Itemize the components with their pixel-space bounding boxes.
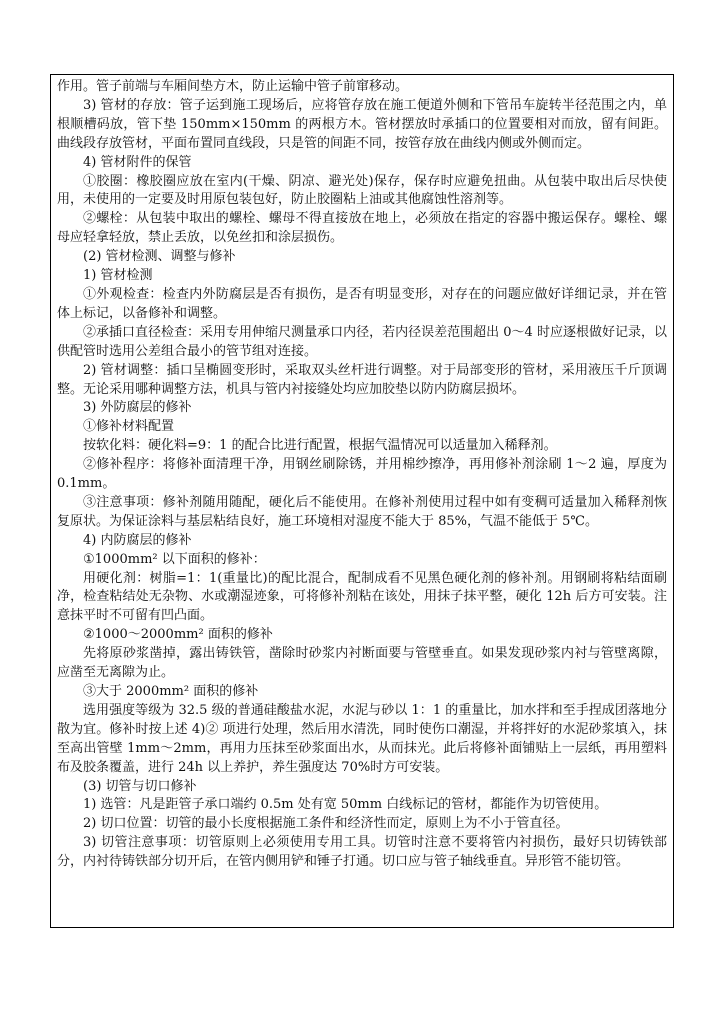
section-heading: (2) 管材检测、调整与修补 [83,249,236,265]
section-heading: ①1000mm² 以下面积的修补： [83,551,266,567]
paragraph: 选用强度等级为 32.5 级的普通硅酸盐水泥，水泥与砂以 1：1 的重量比，加水拌和至手捏成团落地分散为宜。修补时按上述 4)② 项进行处理，然后用水清洗，同时使伤口潮湿，并将拌好的水泥砂浆填入，抹至高出管壁 1mm～2mm，再用力压抹至砂浆面出水，从而抹光。此后将修补面铺贴上一层纸，再用塑料布及胶条覆盖，进行 24h 以上养护，养生强度达 70%时方可安装。 [57,702,667,775]
paragraph: 3) 切管注意事项：切管原则上必须使用专用工具。切管时注意不要将管内衬损伤，最好只切铸铁部分，内衬待铸铁部分切开后，在管内侧用铲和锤子打通。切口应与管子轴线垂直。异形管不能切管。 [57,835,667,870]
paragraph: 作用。管子前端与车厢间垫方木，防止运输中管子前窜移动。 [57,79,409,94]
paragraph: 2) 管材调整：插口呈椭圆变形时，采取双头丝杆进行调整。对于局部变形的管材，采用液压千斤顶调整。无论采用哪种调整方法，机具与管内衬接缝处均应加胶垫以防内防腐层损坏。 [57,362,667,397]
section-heading: 4) 管材附件的保管 [83,154,192,170]
section-heading: ①修补材料配置 [83,419,175,435]
paragraph: ②修补程序：将修补面清理干净，用钢丝刷除锈，并用棉纱擦净，再用修补剂涂刷 1～2 遍，厚度为 0.1mm。 [57,457,667,492]
paragraph: ②螺栓：从包装中取出的螺栓、螺母不得直接放在地上，必须放在指定的容器中搬运保存。螺栓、螺母应轻拿轻放，禁止丢放，以免丝扣和涂层损伤。 [57,211,667,246]
paragraph: ②承插口直径检查：采用专用伸缩尺测量承口内径，若内径误差范围超出 0～4 时应逐根做好记录，以供配管时选用公差组合最小的管节组对连接。 [57,324,667,359]
section-heading: (3) 切管与切口修补 [83,778,197,794]
paragraph: 先将原砂浆凿掉，露出铸铁管，凿除时砂浆内衬断面要与管壁垂直。如果发现砂浆内衬与管壁离隙，应凿至无离隙为止。 [57,646,667,681]
section-heading: 3) 外防腐层的修补 [83,400,192,416]
section-heading: ③大于 2000mm² 面积的修补 [83,684,259,699]
paragraph: 按软化料：硬化料=9：1 的配合比进行配置，根据气温情况可以适量加入稀释剂。 [83,438,557,454]
section-heading: ②1000～2000mm² 面积的修补 [83,627,273,643]
paragraph: ①胶圈：橡胶圈应放在室内(干燥、阴凉、避光处)保存，保存时应避免扭曲。从包装中取出后尽快使用，未使用的一定要及时用原包装包好，防止胶圈粘上油或其他腐蚀性溶剂等。 [57,173,667,208]
paragraph: ③注意事项：修补剂随用随配，硬化后不能使用。在修补剂使用过程中如有变稠可适量加入稀释剂恢复原状。为保证涂料与基层粘结良好，施工环境相对湿度不能大于 85%，气温不能低于 5℃。 [57,494,667,529]
paragraph: ①外观检查：检查内外防腐层是否有损伤，是否有明显变形，对存在的问题应做好详细记录，并在管体上标记，以备修补和调整。 [57,286,667,321]
section-heading: 4) 内防腐层的修补 [83,532,192,548]
document-content-box [50,74,674,928]
section-heading: 1) 管材检测 [83,268,153,284]
paragraph: 1) 选管：凡是距管子承口端约 0.5m 处有宽 50mm 白线标记的管材，都能作为切管使用。 [83,797,608,813]
paragraph: 3) 管材的存放：管子运到施工现场后，应将管存放在施工便道外侧和下管吊车旋转半径范围之内，单根顺槽码放，管下垫 150mm×150mm 的两根方木。管材摆放时承插口的位置要相对而放，留有间距。曲线段存放管材，平面布置同直线段，只是管的间距不同，按管存放在曲线内侧或外侧而定。 [57,97,667,151]
paragraph: 用硬化剂：树脂=1：1(重量比)的配比混合，配制成看不见黑色硬化剂的修补剂。用钢刷将粘结面刷净，检查粘结处无杂物、水或潮湿迹象，可将修补剂粘在该处，用抹子抹平整，硬化 12h 后方可安装。注意抹平时不可留有凹凸面。 [57,570,667,624]
paragraph: 2) 切口位置：切管的最小长度根据施工条件和经济性而定，原则上为不小于管直径。 [83,816,569,832]
